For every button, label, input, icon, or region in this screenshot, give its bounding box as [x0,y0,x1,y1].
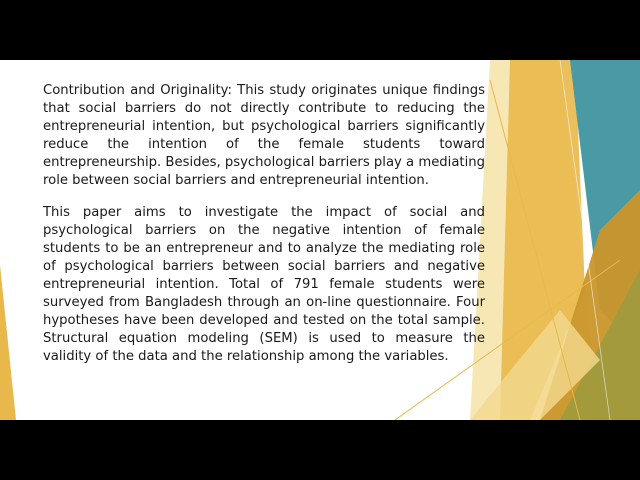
letterbox-top [0,0,640,60]
paragraph-aim: This paper aims to investigate the impact of social and psychological barriers on the negative intention of female students to be an entrepreneur and to analyze the mediating role of psychological barriers between social barriers and negative entrepreneurial intention. Total of 791 female students were surveyed from Bangladesh through an on-line questionnaire. Four hypotheses have been developed and tested on the total sample. Structural equation modeling (SEM) is used to measure the validity of the data and the relationship among the variables. [43,205,485,364]
presentation-slide [0,60,640,420]
left-gold-sliver [0,265,16,420]
letterbox-bottom [0,420,640,480]
paragraph-contribution: Contribution and Originality: This study originates unique findings that social barriers do not directly contribute to reducing the entrepreneurial intention, but psychological barriers significantly reduce the intention of the female students toward entrepreneurship. Besides, psychological barriers play a mediating role between social barriers and entrepreneurial intention. [43,83,485,188]
